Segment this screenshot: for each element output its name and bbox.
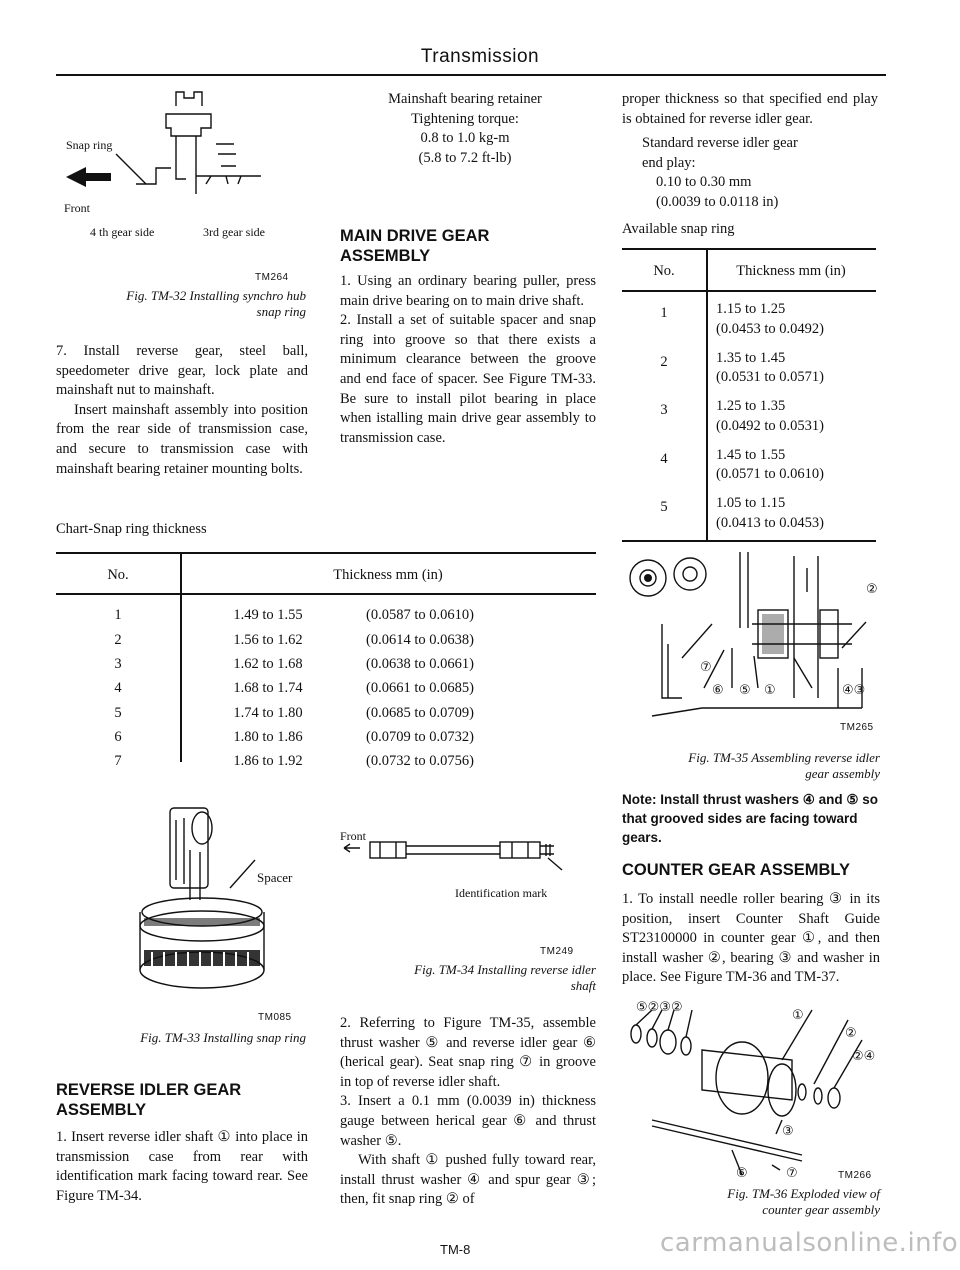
- avail-in-value: (0.0531 to 0.0571): [716, 369, 824, 386]
- table-row: [56, 725, 596, 749]
- snap-in-cell: (0.0638 to 0.0661): [366, 655, 474, 672]
- fig-tm36-caption: [622, 1186, 880, 1218]
- avail-table-body: [622, 300, 876, 543]
- end-play-spec-line2: end play:: [642, 154, 696, 171]
- para-step7: 7. Install reverse gear, steel ball, speedometer drive gear, lock plate and mainshaft nut to mainshaft.: [56, 343, 308, 399]
- fig-tm36-callout-1: ①: [792, 1008, 804, 1023]
- table-row: [622, 300, 876, 349]
- avail-mm-value: 1.45 to 1.55: [716, 446, 786, 463]
- fig-tm36-callout-3: ③: [782, 1124, 794, 1139]
- avail-no-cell: 5: [660, 499, 668, 515]
- fig-tm35-callout-5: ⑤: [739, 683, 751, 698]
- para-end-play-intro: proper thickness so that specified end play is obtained for reverse idler gear.: [622, 91, 878, 127]
- table-row: [56, 653, 596, 677]
- avail-mm-value: 1.25 to 1.35: [716, 398, 786, 414]
- fig-tm35-callout-7: ⑦: [700, 660, 712, 675]
- para-reverse-idler-step1: 1. Insert reverse idler shaft ① into place in transmission case from rear with identification mark facing toward rear. See Figure TM-34.: [56, 1129, 308, 1204]
- avail-thickness-cell: [706, 397, 824, 446]
- fig-tm36-callout-5232: ⑤②③②: [636, 1000, 683, 1015]
- fig-tm32-caption-line2: snap ring: [256, 304, 306, 319]
- end-play-spec: [642, 134, 798, 212]
- snap-in-cell: (0.0614 to 0.0638): [366, 631, 474, 648]
- table-row: [56, 604, 596, 628]
- snap-no-cell: 7: [114, 753, 122, 770]
- avail-in-value: (0.0571 to 0.0610): [716, 466, 824, 483]
- torque-spec-line3: 0.8 to 1.0 kg-m: [420, 130, 510, 147]
- fig-tm32-caption-line1: Fig. TM-32 Installing synchro hub: [126, 288, 306, 303]
- fig-tm35-code: TM265: [840, 722, 874, 733]
- heading-reverse-idler-line1: REVERSE IDLER GEAR: [56, 1081, 242, 1099]
- snap-table-body: [56, 604, 596, 774]
- fig-tm32-label-4th-gear: 4 th gear side: [90, 225, 155, 239]
- para-step7b: Insert mainshaft assembly into position from the rear side of transmission case, and secure to transmission case with mainshaft bearing retainer mounting bolts.: [56, 401, 308, 477]
- fig-tm36-drawing: [622, 1000, 882, 1190]
- fig-tm34-drawing: [340, 840, 600, 890]
- fig-tm36-callout-7: ⑦: [786, 1166, 798, 1181]
- table-row: [56, 750, 596, 774]
- fig-tm36-callout-6: ⑥: [736, 1166, 748, 1181]
- fig-tm33-drawing: [130, 800, 300, 1000]
- avail-in-value: (0.0492 to 0.0531): [716, 417, 824, 434]
- torque-spec-line1: Mainshaft bearing retainer: [388, 91, 542, 107]
- fig-tm34-label-identification: Identification mark: [455, 886, 548, 900]
- heading-reverse-idler-line2: ASSEMBLY: [56, 1101, 147, 1119]
- note-thrust-washers: Note: Install thrust washers ④ and ⑤ so that grooved sides are facing toward gears.: [622, 792, 878, 845]
- para-counter-step1: 1. To install needle roller bearing ③ in its position, insert Counter Shaft Guide ST23100000 in counter gear ①, and then install washer ②, bearing ③ and washer in place. See Figure TM-36 and TM-37.: [622, 891, 880, 986]
- heading-reverse-idler: [56, 1080, 241, 1120]
- snap-table-head-rule: [56, 593, 596, 595]
- snap-mm-cell: 1.74 to 1.80: [233, 704, 303, 721]
- watermark: carmanualsonline.info: [660, 1228, 959, 1258]
- avail-thickness-cell: [706, 494, 824, 543]
- avail-in-value: (0.0413 to 0.0453): [716, 514, 824, 531]
- para-main-drive-step2: 2. Install a set of suitable spacer and snap ring into groove so that there exists a minimum clearance between the groove and end face of spacer. See Figure TM-33. Be sure to install pilot bearing in place when istalling main drive gear assembly to transmission case.: [340, 312, 596, 446]
- snap-no-cell: 2: [114, 631, 122, 648]
- torque-spec-line4: (5.8 to 7.2 ft-lb): [418, 149, 512, 166]
- fig-tm35-caption: [622, 750, 880, 782]
- fig-tm35-callout-1: ①: [764, 683, 776, 698]
- avail-table-head-rule: [622, 290, 876, 292]
- snap-in-cell: (0.0709 to 0.0732): [366, 728, 474, 745]
- table-row: [56, 628, 596, 652]
- avail-in-value: (0.0453 to 0.0492): [716, 320, 824, 337]
- fig-tm36-caption-line1: Fig. TM-36 Exploded view of: [727, 1186, 880, 1201]
- fig-tm36-code: TM266: [838, 1170, 872, 1181]
- avail-no-cell: 2: [660, 353, 668, 370]
- fig-tm35-caption-line2: gear assembly: [805, 766, 880, 781]
- fig-tm32-label-snap-ring: Snap ring: [66, 138, 113, 152]
- col2-body-2: [340, 1014, 596, 1210]
- end-play-spec-line1: Standard reverse idler gear: [642, 135, 798, 151]
- col2-body: [340, 272, 596, 448]
- torque-spec-line2: Tightening torque:: [411, 110, 519, 127]
- table-row: [622, 494, 876, 543]
- snap-mm-cell: 1.62 to 1.68: [233, 655, 303, 672]
- snap-mm-cell: 1.86 to 1.92: [233, 753, 303, 770]
- fig-tm32-label-front: Front: [64, 201, 91, 215]
- fig-tm33-code: TM085: [258, 1012, 292, 1023]
- fig-tm34-code: TM249: [540, 946, 574, 957]
- heading-main-drive-gear: [340, 226, 489, 266]
- fig-tm35-caption-line1: Fig. TM-35 Assembling reverse idler: [688, 750, 880, 765]
- avail-thickness-cell: [706, 446, 824, 495]
- fig-tm33-label-spacer: Spacer: [257, 870, 293, 885]
- snap-mm-cell: 1.56 to 1.62: [233, 631, 303, 648]
- col3-body-2: [622, 890, 880, 988]
- avail-mm-value: 1.15 to 1.25: [716, 301, 786, 317]
- fig-tm33-caption: Fig. TM-33 Installing snap ring: [140, 1030, 306, 1045]
- snap-no-cell: 1: [114, 607, 122, 624]
- snap-no-cell: 4: [114, 680, 122, 697]
- available-snap-ring-title: Available snap ring: [622, 221, 735, 237]
- table-row: [56, 677, 596, 701]
- snap-table-header-thickness: Thickness mm (in): [333, 567, 443, 583]
- fig-tm34-caption-line1: Fig. TM-34 Installing reverse idler: [414, 962, 596, 977]
- avail-table-header-thickness: Thickness mm (in): [736, 263, 846, 279]
- avail-mm-value: 1.05 to 1.15: [716, 495, 786, 511]
- fig-tm36-callout-2-4: ②④: [852, 1049, 876, 1064]
- col1-body: [56, 342, 308, 479]
- snap-no-cell: 5: [114, 704, 122, 721]
- avail-table: [622, 300, 876, 543]
- heading-main-drive-gear-line2: ASSEMBLY: [340, 247, 431, 265]
- header-rule: [56, 74, 886, 76]
- fig-tm32-caption: [56, 288, 306, 320]
- avail-table-header-no: No.: [653, 263, 675, 279]
- end-play-spec-line4: (0.0039 to 0.0118 in): [656, 193, 779, 210]
- heading-main-drive-gear-line1: MAIN DRIVE GEAR: [340, 227, 490, 245]
- fig-tm32-drawing: [56, 84, 306, 244]
- snap-mm-cell: 1.49 to 1.55: [233, 607, 303, 624]
- table-row: [622, 446, 876, 495]
- table-row: [622, 349, 876, 398]
- fig-tm34-label-front: Front: [340, 829, 367, 843]
- heading-counter-gear: COUNTER GEAR ASSEMBLY: [622, 861, 850, 879]
- table-row: [56, 701, 596, 725]
- col1-body-2: [56, 1128, 308, 1206]
- fig-tm35-callout-4-3: ④③: [842, 683, 866, 698]
- para-reverse-step2: 2. Referring to Figure TM-35, assemble thrust washer ⑤ and reverse idler gear ⑥ (herical gear). Seat snap ring ⑦ in groove in top of reverse idler shaft.: [340, 1015, 596, 1090]
- snap-no-cell: 6: [114, 728, 122, 745]
- end-play-spec-line3: 0.10 to 0.30 mm: [656, 174, 752, 191]
- torque-spec: [340, 90, 590, 168]
- fig-tm35-callout-6: ⑥: [712, 683, 724, 698]
- chart-title: Chart-Snap ring thickness: [56, 521, 207, 537]
- para-reverse-step3: 3. Insert a 0.1 mm (0.0039 in) thickness gauge between herical gear ⑥ and thrust washer ⑤.: [340, 1093, 596, 1149]
- fig-tm36-caption-line2: counter gear assembly: [762, 1202, 880, 1217]
- avail-no-cell: 4: [660, 450, 668, 467]
- fig-tm32-label-3rd-gear: 3rd gear side: [203, 225, 265, 239]
- snap-table-header-no: No.: [107, 567, 129, 583]
- snap-mm-cell: 1.68 to 1.74: [233, 680, 303, 697]
- snap-table: [56, 604, 596, 774]
- page-title: Transmission: [420, 46, 540, 67]
- snap-table-top-rule: [56, 552, 596, 554]
- avail-mm-value: 1.35 to 1.45: [716, 349, 786, 366]
- snap-mm-cell: 1.80 to 1.86: [233, 728, 303, 745]
- col3-body: [622, 90, 878, 129]
- fig-tm36-callout-2: ②: [845, 1026, 857, 1041]
- avail-no-cell: 3: [660, 402, 668, 418]
- para-main-drive-step1: 1. Using an ordinary bearing puller, press main drive bearing on to main drive shaft.: [340, 273, 596, 309]
- snap-in-cell: (0.0685 to 0.0709): [366, 704, 474, 721]
- snap-in-cell: (0.0587 to 0.0610): [366, 607, 474, 624]
- avail-thickness-cell: [706, 300, 824, 349]
- snap-in-cell: (0.0661 to 0.0685): [366, 680, 474, 697]
- fig-tm34-caption-line2: shaft: [570, 978, 596, 993]
- para-reverse-step3b: With shaft ① pushed fully toward rear, install thrust washer ④ and spur gear ③; then, fit snap ring ② of: [340, 1152, 596, 1208]
- fig-tm35-callout-2: ②: [866, 582, 878, 597]
- avail-no-cell: 1: [660, 305, 668, 321]
- snap-in-cell: (0.0732 to 0.0756): [366, 753, 474, 770]
- page-number: TM-8: [440, 1242, 471, 1257]
- avail-thickness-cell: [706, 349, 824, 398]
- snap-no-cell: 3: [114, 655, 122, 672]
- fig-tm32-code: TM264: [255, 272, 289, 283]
- table-row: [622, 397, 876, 446]
- avail-table-top-rule: [622, 248, 876, 250]
- fig-tm34-caption: [340, 962, 596, 994]
